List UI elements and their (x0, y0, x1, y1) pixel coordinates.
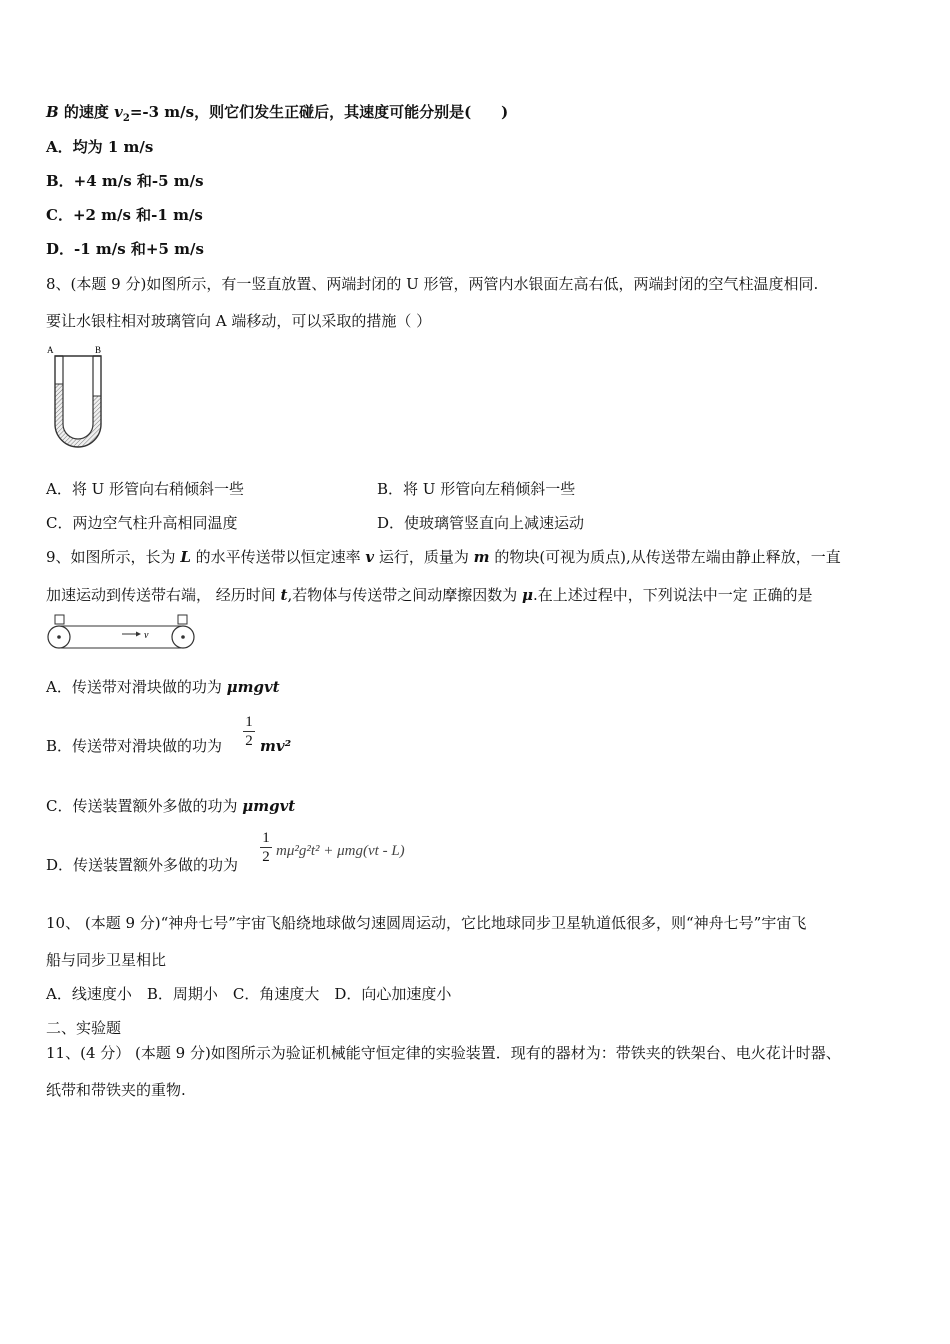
q10-stem-line1: 10、 (本题 9 分)“神舟七号”宇宙飞船绕地球做匀速圆周运动，它比地球同步卫星轨道低很多，则“神舟七号”宇宙飞 (46, 914, 807, 932)
section-title-experiment: 二、实验题 (46, 1019, 122, 1037)
u-tube-svg (44, 344, 112, 452)
q9-text-d: 的物块(可视为质点),从传送带左端由静止释放，一直 (489, 548, 841, 566)
q8-option-a: A．将 U 形管向右稍倾斜一些 (46, 480, 245, 498)
u-tube-label-a: A (47, 345, 54, 355)
q10-options: A．线速度小 B．周期小 C．角速度大 D．向心加速度小 (46, 985, 452, 1003)
q7-option-c: C．+2 m/s 和-1 m/s (46, 206, 203, 224)
q9-option-d (46, 855, 238, 875)
conveyor-figure (44, 614, 196, 654)
q9-text-g: .在上述过程中，下列说法中一定 正确的是 (533, 586, 813, 604)
conveyor-svg (44, 614, 196, 654)
q9-option-d-den: 2 (262, 849, 270, 865)
q7-var-v: v (114, 103, 123, 121)
q9-option-b-den: 2 (245, 733, 253, 749)
q9-text-e: 加速运动到传送带右端， 经历时间 (46, 586, 281, 604)
block-shape (55, 615, 64, 624)
q9-option-a-expr: μmgvt (226, 678, 280, 696)
q9-option-a-text: A．传送带对滑块做的功为 (46, 678, 227, 696)
q9-option-b-text: B．传送带对滑块做的功为 (46, 737, 223, 755)
q9-text-b: 的水平传送带以恒定速率 (190, 548, 366, 566)
q9-var-m: m (473, 548, 490, 566)
q8-stem-line1: 8、(本题 9 分)如图所示，有一竖直放置、两端封闭的 U 形管，两管内水银面左高右低，两端封闭的空气柱温度相同. (46, 275, 819, 293)
q7-option-b: B．+4 m/s 和-5 m/s (46, 172, 204, 190)
conveyor-v-label: v (144, 630, 149, 641)
q7-option-d: D．-1 m/s 和+5 m/s (46, 240, 204, 258)
q9-option-c (46, 796, 295, 816)
q8-option-d: D．使玻璃管竖直向上减速运动 (377, 514, 585, 532)
q9-stem-line2 (46, 585, 813, 605)
q9-option-d-fraction (260, 830, 272, 865)
q9-var-v: v (365, 548, 375, 566)
q9-option-c-expr: μmgvt (242, 797, 296, 815)
q8-stem-line2: 要让水银柱相对玻璃管向 A 端移动，可以采取的措施（ ） (46, 312, 432, 330)
q9-option-d-num: 1 (262, 830, 270, 846)
q8-option-b: B．将 U 形管向左稍倾斜一些 (377, 480, 576, 498)
q9-option-d-text: D．传送装置额外多做的功为 (46, 856, 239, 874)
q9-option-b-expr: mv² (260, 737, 292, 755)
q9-stem-line1 (46, 547, 841, 567)
q9-option-a (46, 677, 280, 697)
q9-option-c-text: C．传送装置额外多做的功为 (46, 797, 243, 815)
q9-option-b-fraction (243, 714, 255, 749)
u-tube-figure (44, 344, 112, 452)
q9-var-l: L (180, 548, 191, 566)
q7-option-a: A．均为 1 m/s (46, 138, 154, 156)
q11-stem-line2: 纸带和带铁夹的重物. (46, 1081, 186, 1099)
u-tube-label-b: B (95, 345, 102, 355)
q9-option-b (46, 736, 222, 756)
q10-stem-line2: 船与同步卫星相比 (46, 951, 167, 969)
q9-var-t: t (280, 586, 288, 604)
q7-sub: 2 (122, 113, 130, 124)
q7-text2: =-3 m/s，则它们发生正碰后，其速度可能分别是( ) (129, 103, 509, 121)
q7-var-b: B (46, 103, 59, 121)
q8-option-c: C．两边空气柱升高相同温度 (46, 514, 238, 532)
q7-continuation (46, 102, 508, 129)
q7-text1: 的速度 (58, 103, 115, 121)
q11-stem-line1: 11、(4 分） (本题 9 分)如图所示为验证机械能守恒定律的实验装置．现有的器材为：带铁夹的铁架台、电火花计时器、 (46, 1044, 841, 1062)
q9-text-c: 运行，质量为 (374, 548, 474, 566)
q9-option-b-num: 1 (245, 714, 253, 730)
q9-text-a: 9、如图所示，长为 (46, 548, 181, 566)
q9-option-b-expr-wrap (260, 736, 291, 756)
q9-option-d-expr: mμ²g²t² + μmg(vt - L) (276, 843, 405, 859)
q9-var-mu: μ (522, 586, 534, 604)
q9-text-f: ,若物体与传送带之间动摩擦因数为 (287, 586, 523, 604)
